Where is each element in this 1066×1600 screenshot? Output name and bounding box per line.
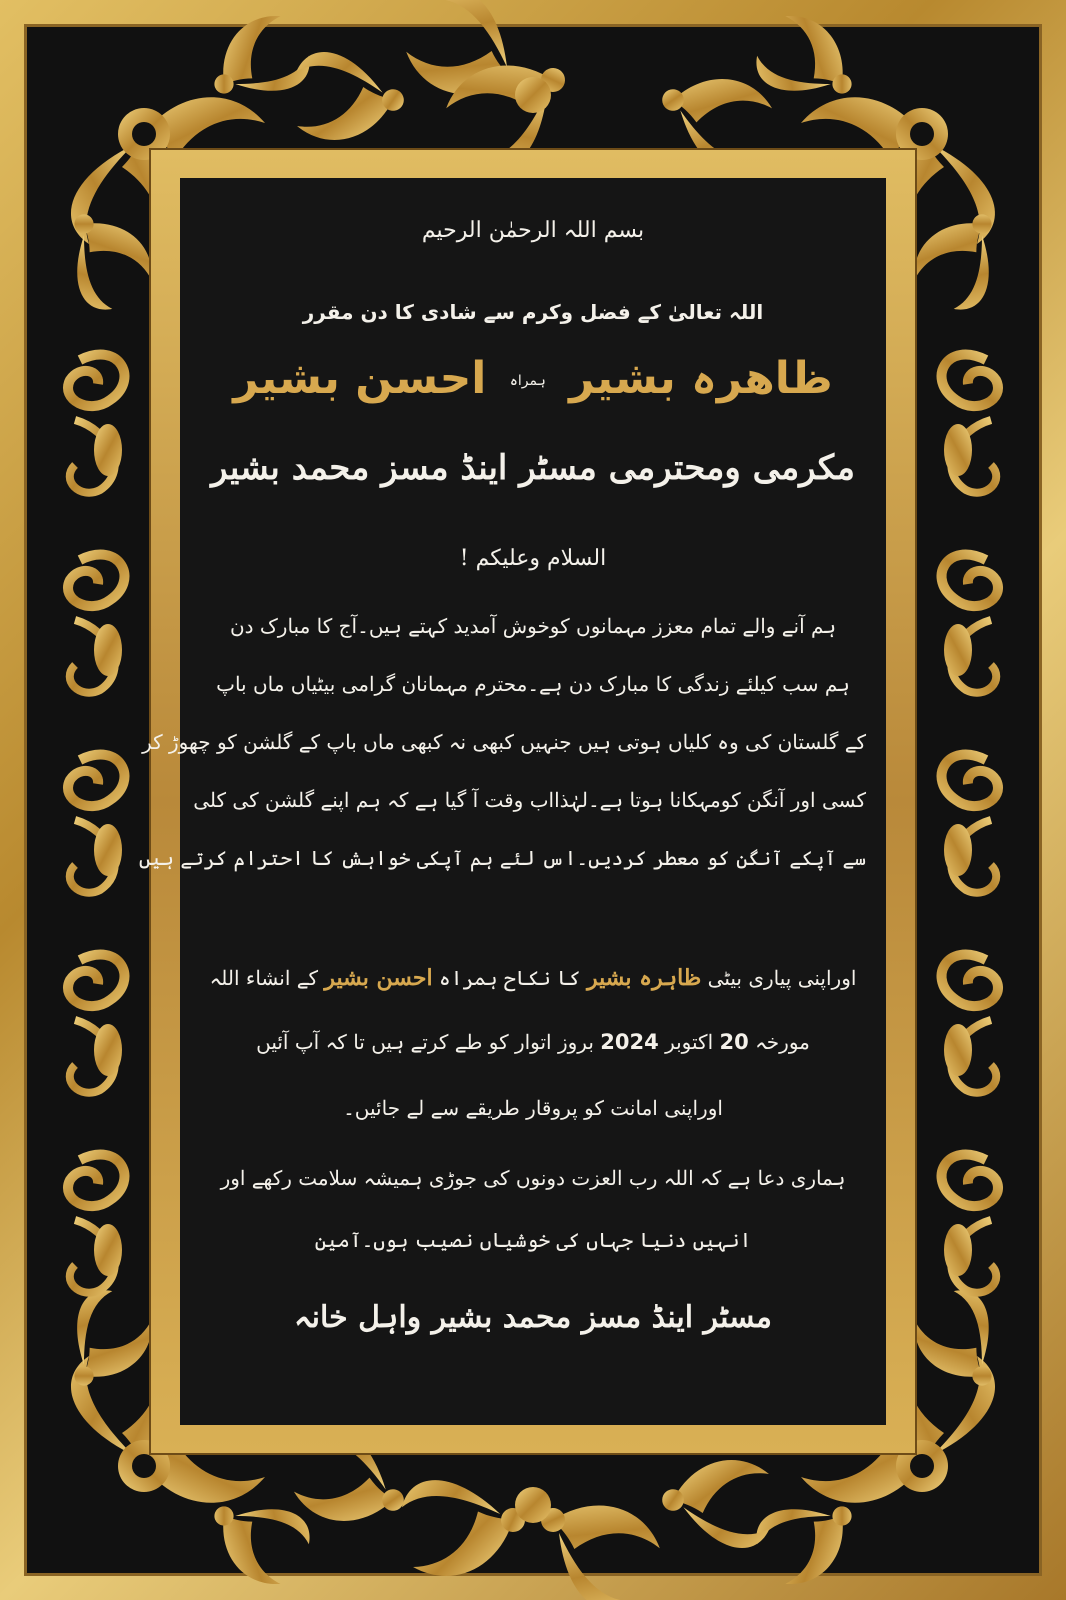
intro-line: اللہ تعالیٰ کے فضل وکرم سے شادی کا دن مقرر [302, 300, 764, 324]
nikah-text-after: کے انشاء اللہ [209, 966, 318, 990]
date-day: 20 [719, 1030, 749, 1054]
nikah-text-middle: کا نکاح ہمراہ [439, 966, 581, 990]
date-suffix: بروز اتوار کو طے کرتے ہیں تا کہ آپ آئیں [256, 1030, 594, 1054]
dua-line: انہیں دنیا جہاں کی خوشیاں نصیب ہوں۔آمین [314, 1228, 752, 1252]
joiner-text: ہمراہ [509, 373, 546, 389]
nikah-bride-name: ظاہرہ بشیر [586, 965, 702, 991]
nikah-text-before: اوراپنی پیاری بیٹی [707, 966, 857, 990]
signature-line: مسٹر اینڈ مسز محمد بشیر واہل خانہ [294, 1300, 772, 1335]
bride-name: ظاھرہ بشیر [569, 353, 833, 404]
date-month: اکتوبر [665, 1030, 714, 1054]
date-line [200, 1030, 866, 1054]
paragraph-line: سے آپکے آنگن کو معطر کردیں۔اس لئے ہم آپکی خواہش کا احترام کرتے ہیں [138, 846, 866, 870]
nikah-groom-name: احسن بشیر [324, 965, 433, 991]
paragraph-line: کے گلستان کی وہ کلیاں ہوتی ہیں جنہیں کبھی نہ کبھی ماں باپ کے گلشن کو چھوڑ کر [142, 730, 866, 754]
salaam-line: السلام وعلیکم ! [459, 546, 607, 571]
invitation-panel [138, 178, 886, 1425]
couple-names [200, 353, 866, 404]
bismillah: بسم اللہ الرحمٰن الرحیم [421, 218, 645, 243]
groom-name: احسن بشیر [233, 353, 487, 404]
date-prefix: مورخہ [755, 1030, 810, 1054]
paragraph-line: کسی اور آنگن کومہکانا ہوتا ہے۔لہٰذااب وقت آ گیا ہے کہ ہم اپنے گلشن کی کلی [193, 788, 866, 812]
date-year: 2024 [600, 1030, 659, 1054]
paragraph-line: ہم سب کیلئے زندگی کا مبارک دن ہے۔محترم مہمانان گرامی بیٹیاں ماں باپ [216, 672, 850, 696]
honorific-line: مکرمی ومحترمی مسٹر اینڈ مسز محمد بشیر [211, 448, 855, 488]
dua-line: ہماری دعا ہے کہ اللہ رب العزت دونوں کی جوڑی ہمیشہ سلامت رکھے اور [220, 1166, 846, 1190]
nikah-line [200, 965, 866, 991]
amanat-line: اوراپنی امانت کو پروقار طریقے سے لے جائیں۔ [343, 1096, 723, 1120]
paragraph-line: ہم آنے والے تمام معزز مہمانوں کوخوش آمدید کہتے ہیں۔آج کا مبارک دن [229, 614, 837, 638]
